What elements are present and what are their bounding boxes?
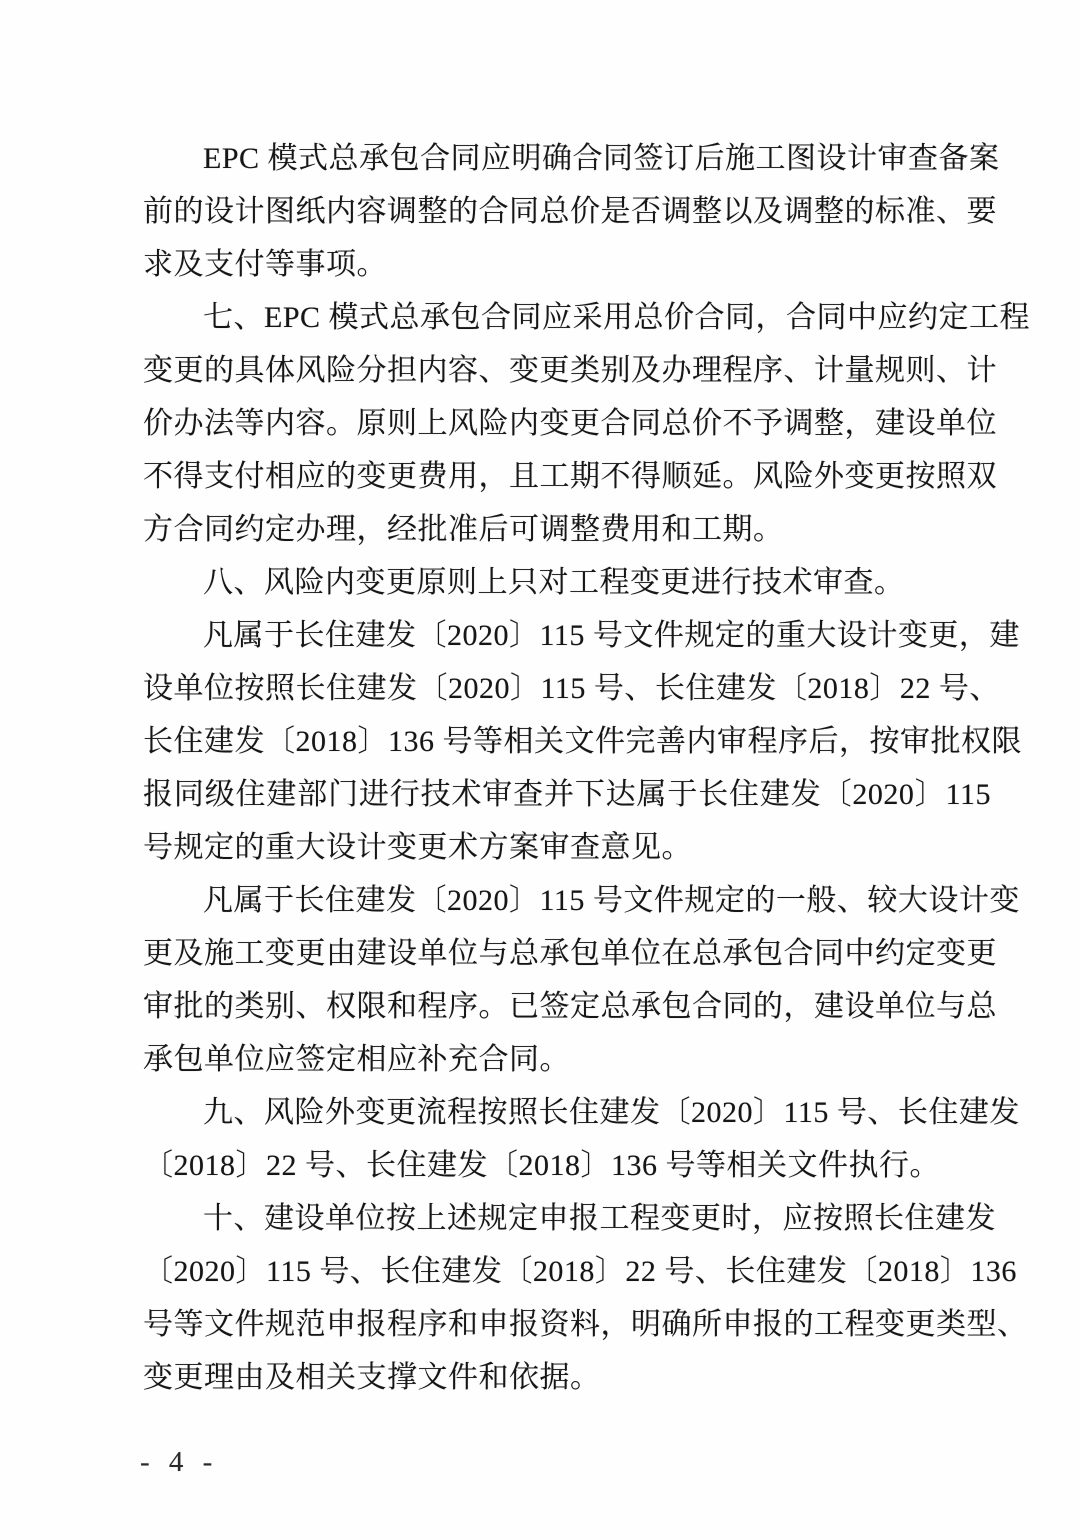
text-line: EPC 模式总承包合同应明确合同签订后施工图设计审查备案 bbox=[203, 142, 1000, 175]
text-line: 设单位按照长住建发〔2020〕115 号、长住建发〔2018〕22 号、 bbox=[143, 672, 1000, 705]
text-line: 方合同约定办理，经批准后可调整费用和工期。 bbox=[143, 513, 784, 546]
text-line: 凡属于长住建发〔2020〕115 号文件规定的重大设计变更，建 bbox=[203, 619, 1020, 652]
text-line: 八、风险内变更原则上只对工程变更进行技术审查。 bbox=[203, 566, 905, 599]
page-number: - 4 - bbox=[140, 1446, 219, 1478]
text-line: 号规定的重大设计变更术方案审查意见。 bbox=[143, 831, 692, 864]
text-line: 更及施工变更由建设单位与总承包单位在总承包合同中约定变更 bbox=[143, 937, 997, 970]
text-line: 不得支付相应的变更费用，且工期不得顺延。风险外变更按照双 bbox=[143, 460, 997, 493]
document-body bbox=[143, 132, 1031, 1404]
text-line: 变更的具体风险分担内容、变更类别及办理程序、计量规则、计 bbox=[143, 354, 997, 387]
text-line: 求及支付等事项。 bbox=[143, 248, 387, 281]
text-line: 价办法等内容。原则上风险内变更合同总价不予调整，建设单位 bbox=[143, 407, 997, 440]
text-line: 审批的类别、权限和程序。已签定总承包合同的，建设单位与总 bbox=[143, 990, 997, 1023]
text-line: 七、EPC 模式总承包合同应采用总价合同，合同中应约定工程 bbox=[203, 301, 1031, 334]
text-line: 前的设计图纸内容调整的合同总价是否调整以及调整的标准、要 bbox=[143, 195, 997, 228]
text-line: 长住建发〔2018〕136 号等相关文件完善内审程序后，按审批权限 bbox=[143, 725, 1022, 758]
text-line: 承包单位应签定相应补充合同。 bbox=[143, 1043, 570, 1076]
text-line: 〔2020〕115 号、长住建发〔2018〕22 号、长住建发〔2018〕136 bbox=[143, 1255, 1017, 1288]
text-line: 凡属于长住建发〔2020〕115 号文件规定的一般、较大设计变 bbox=[203, 884, 1020, 917]
text-line: 报同级住建部门进行技术审查并下达属于长住建发〔2020〕115 bbox=[143, 778, 991, 811]
text-line: 变更理由及相关支撑文件和依据。 bbox=[143, 1361, 601, 1394]
text-line: 〔2018〕22 号、长住建发〔2018〕136 号等相关文件执行。 bbox=[143, 1149, 940, 1182]
text-line: 九、风险外变更流程按照长住建发〔2020〕115 号、长住建发 bbox=[203, 1096, 1020, 1129]
text-line: 十、建设单位按上述规定申报工程变更时，应按照长住建发 bbox=[203, 1202, 996, 1235]
text-line: 号等文件规范申报程序和申报资料，明确所申报的工程变更类型、 bbox=[143, 1308, 1028, 1341]
